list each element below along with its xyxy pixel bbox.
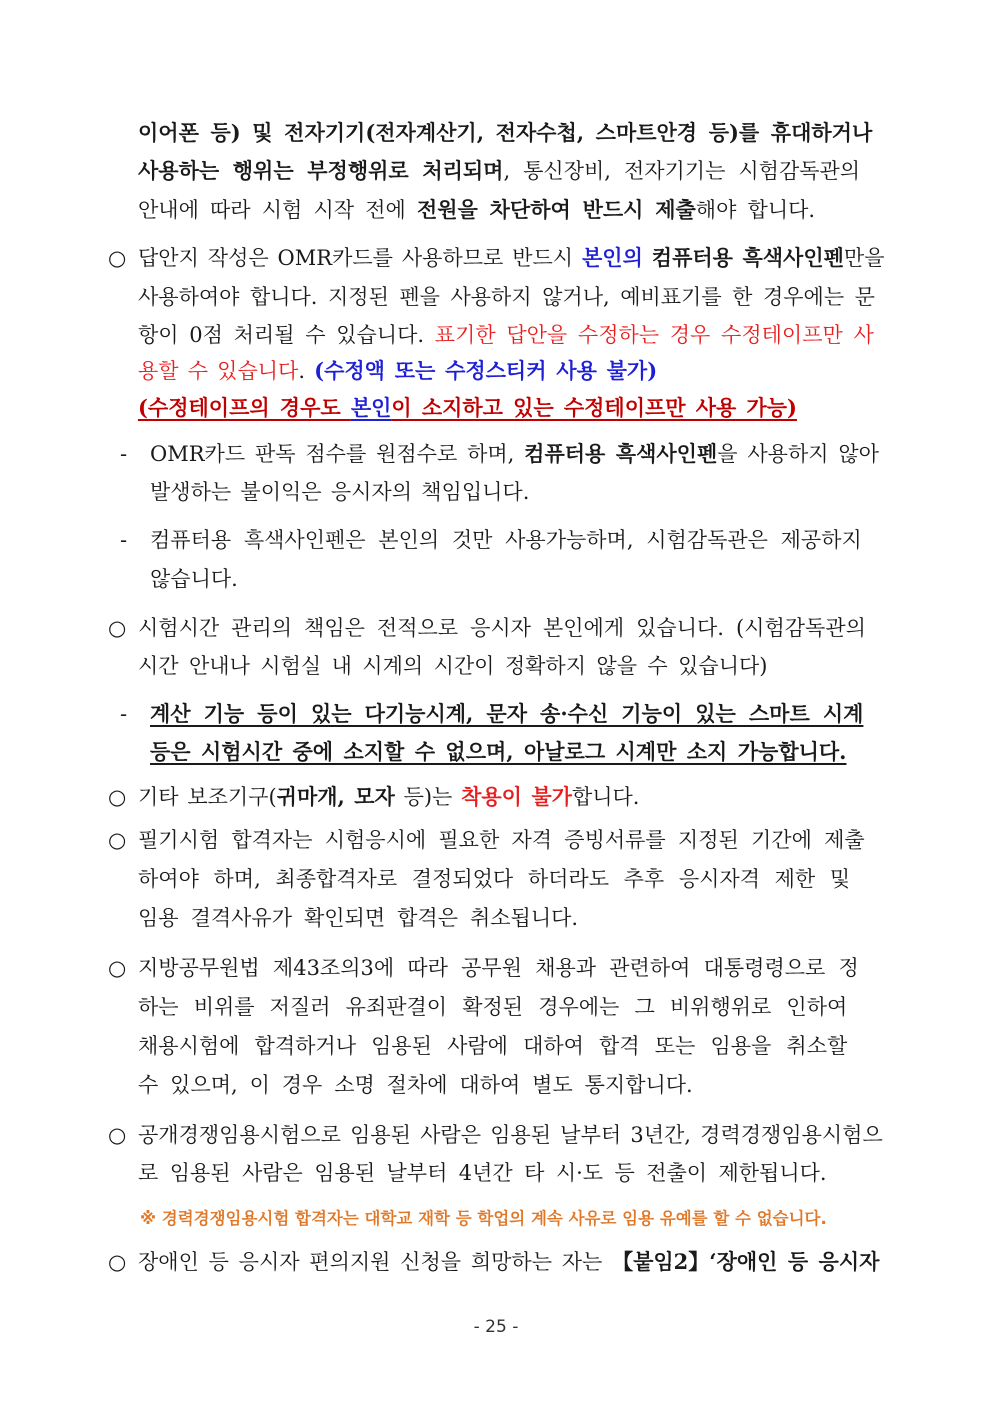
text-line <box>0 777 992 817</box>
text: 컴퓨터용 흑색사인펜은 본인의 것만 사용가능하며, 시험감독관은 제공하지 <box>150 528 862 552</box>
red-text: 용할 수 있습니다 <box>138 359 299 383</box>
text-line <box>0 1026 992 1066</box>
bullet-symbol: ○ <box>108 616 127 640</box>
text-line <box>0 1153 992 1193</box>
underlined-bold-text: 계산 기능 등이 있는 다기능시계, 문자 송·수신 기능이 있는 스마트 시계 <box>150 701 864 726</box>
text-line <box>0 520 992 560</box>
text-line <box>0 151 992 191</box>
text: 필기시험 합격자는 시험응시에 필요한 자격 증빙서류를 지정된 기간에 제출 <box>138 828 865 852</box>
blue-bold-text: (수정액 또는 수정스티커 사용 불가) <box>314 358 658 383</box>
dash-symbol: - <box>120 442 128 466</box>
space <box>643 246 652 270</box>
bold-text: 사용하는 행위는 부정행위로 처리되며 <box>138 158 504 183</box>
bold-text: 전원을 차단하여 반드시 제출 <box>416 197 696 222</box>
text: 공개경쟁임용시험으로 임용된 사람은 임용된 날부터 3년간, 경력경쟁임용시험으 <box>138 1123 883 1147</box>
text-line <box>0 987 992 1027</box>
text: 해야 합니다. <box>695 198 816 222</box>
text-line <box>0 898 992 938</box>
bullet-symbol: ○ <box>108 1250 127 1274</box>
text-line <box>0 948 992 988</box>
text-line <box>0 1065 992 1105</box>
text: 하는 비위를 저질러 유죄판결이 확정된 경우에는 그 비위행위로 인하여 <box>138 995 848 1019</box>
text: 등)는 <box>394 785 462 809</box>
text: . <box>298 359 315 383</box>
text-line <box>0 388 992 428</box>
bullet-symbol: ○ <box>108 246 127 270</box>
text: 로 임용된 사람은 임용된 날부터 4년간 타 시·도 등 전출이 제한됩니다. <box>138 1161 827 1185</box>
text-line <box>0 315 992 355</box>
bold-text: 【붙임2】‘장애인 등 응시자 <box>612 1249 880 1274</box>
page-number: - 25 - <box>473 1317 519 1337</box>
text: 항이 0점 처리될 수 있습니다. <box>138 323 435 347</box>
text-line <box>0 820 992 860</box>
orange-note: ※ 경력경쟁임용시험 합격자는 대학교 재학 등 학업의 계속 사유로 임용 유예를 할 수 없습니다. <box>140 1209 827 1228</box>
text: 지방공무원법 제43조의3에 따라 공무원 채용과 관련하여 대통령령으로 정 <box>138 956 859 980</box>
text-line <box>0 434 992 474</box>
text-line <box>0 694 992 734</box>
text-line <box>0 732 992 772</box>
bold-text: 이어폰 등) 및 전자기기(전자계산기, 전자수첩, 스마트안경 등)를 휴대하거나 <box>138 120 873 145</box>
text: OMR카드 판독 점수를 원점수로 하며, <box>150 442 525 466</box>
bold-text: 컴퓨터용 흑색사인펜 <box>651 245 844 270</box>
underlined-bold-text: 등은 시험시간 중에 소지할 수 없으며, 아날로그 시계만 소지 가능합니다. <box>150 739 847 764</box>
underlined-blue-text: 본인 <box>350 395 392 420</box>
bullet-symbol: ○ <box>108 785 127 809</box>
text: 합니다. <box>571 785 640 809</box>
blue-bold-text: 본인의 <box>582 245 643 270</box>
text-line <box>0 859 992 899</box>
text-line <box>0 277 992 317</box>
text: 답안지 작성은 OMR카드를 사용하므로 반드시 <box>138 246 582 270</box>
red-bold-text: 착용이 불가 <box>461 784 572 809</box>
text-line <box>0 190 992 230</box>
text-line <box>0 472 992 512</box>
red-text: 표기한 답안을 수정하는 경우 수정테이프만 사 <box>434 323 874 347</box>
text: 시험시간 관리의 책임은 전적으로 응시자 본인에게 있습니다. (시험감독관의 <box>138 616 866 640</box>
text-line <box>0 1115 992 1155</box>
text: 시간 안내나 시험실 내 시계의 시간이 정확하지 않을 수 있습니다) <box>138 654 768 678</box>
dash-symbol: - <box>120 702 128 726</box>
text: 채용시험에 합격하거나 임용된 사람에 대하여 합격 또는 임용을 취소할 <box>138 1034 848 1058</box>
text: 하여야 하며, 최종합격자로 결정되었다 하더라도 추후 응시자격 제한 및 <box>138 867 851 891</box>
text: 사용하여야 합니다. 지정된 펜을 사용하지 않거나, 예비표기를 한 경우에는 문 <box>138 285 875 309</box>
dash-symbol: - <box>120 528 128 552</box>
text-line <box>0 646 992 686</box>
text-line <box>0 351 992 391</box>
bold-text: 귀마개, 모자 <box>276 784 395 809</box>
text: 안내에 따라 시험 시작 전에 <box>138 198 417 222</box>
text: 임용 결격사유가 확인되면 합격은 취소됩니다. <box>138 906 579 930</box>
underlined-red-text: (수정테이프의 경우도 <box>138 395 351 420</box>
text-line <box>0 1242 992 1282</box>
text: 않습니다. <box>150 567 238 591</box>
text-line <box>0 559 992 599</box>
bullet-symbol: ○ <box>108 828 127 852</box>
bullet-symbol: ○ <box>108 1123 127 1147</box>
text: 기타 보조기구( <box>138 785 277 809</box>
text: , 통신장비, 전자기기는 시험감독관의 <box>503 159 861 183</box>
text: 수 있으며, 이 경우 소명 절차에 대하여 별도 통지합니다. <box>138 1073 693 1097</box>
text: 만을 <box>843 246 885 270</box>
text-line <box>0 238 992 278</box>
text: 발생하는 불이익은 응시자의 책임입니다. <box>150 480 530 504</box>
text-line <box>0 608 992 648</box>
bullet-symbol: ○ <box>108 956 127 980</box>
bold-text: 컴퓨터용 흑색사인펜 <box>524 441 718 466</box>
text: 장애인 등 응시자 편의지원 신청을 희망하는 자는 <box>138 1250 613 1274</box>
text: 을 사용하지 않아 <box>717 442 879 466</box>
underlined-red-text: 이 소지하고 있는 수정테이프만 사용 가능) <box>391 395 797 420</box>
text-line <box>0 113 992 153</box>
